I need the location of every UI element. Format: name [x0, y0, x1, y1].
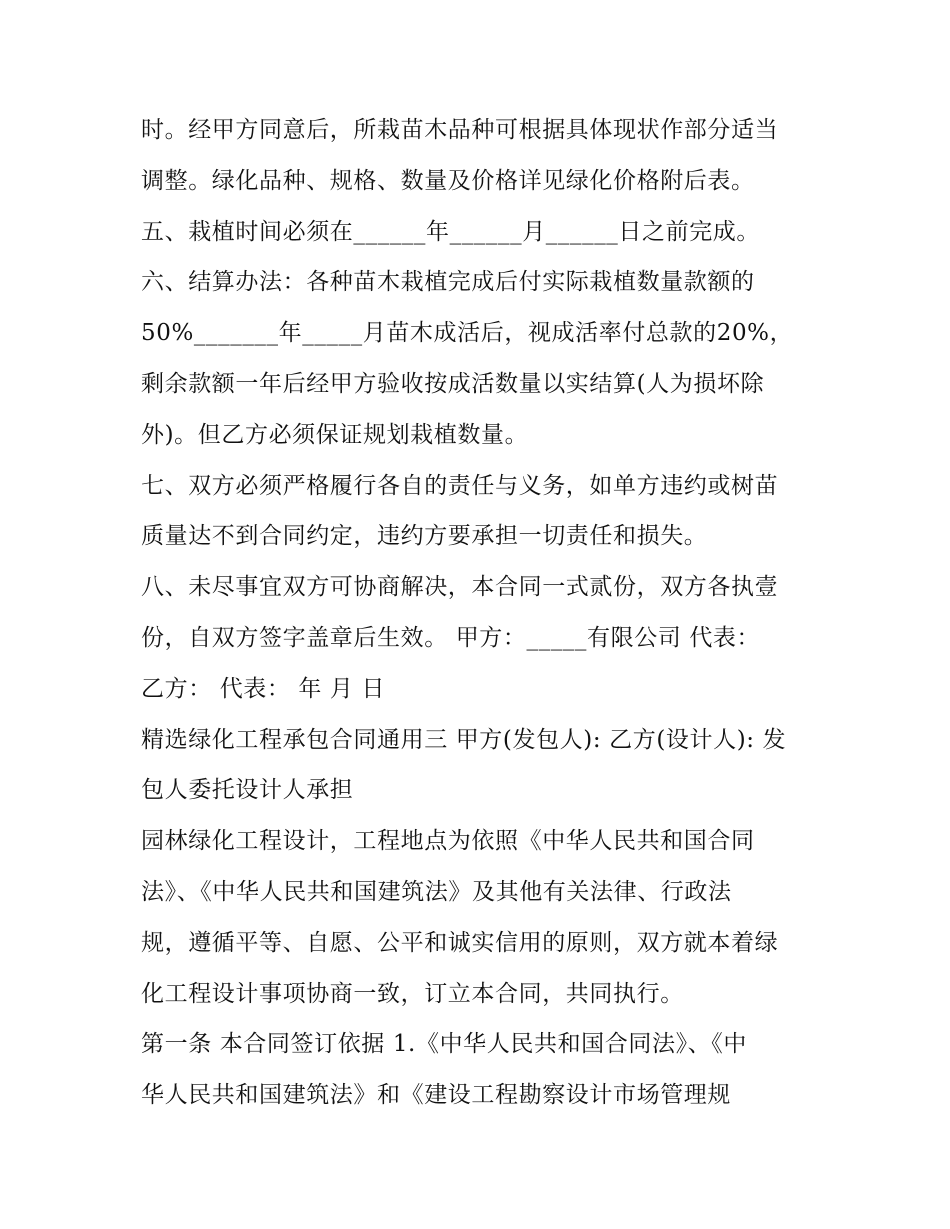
- party-a-signature-line: 份，自双方签字盖章后生效。 甲方：_____有限公司 代表：: [141, 624, 761, 651]
- clause-five-planting-deadline: 五、栽植时间必须在______年______月______日之前完成。: [141, 218, 760, 245]
- text-line: 时。经甲方同意后，所栽苗木品种可根据具体现状作部分适当: [141, 117, 779, 143]
- text-line: 质量达不到合同约定，违约方要承担一切责任和损失。: [141, 523, 708, 550]
- contract-text-body: [141, 105, 821, 1121]
- clause-eight-other-matters: 八、未尽事宜双方可协商解决，本合同一式贰份，双方各执壹: [141, 574, 779, 601]
- text-line: 法》、《中华人民共和国建筑法》及其他有关法律、行政法: [141, 878, 732, 905]
- text-line: 华人民共和国建筑法》和《建设工程勘察设计市场管理规: [141, 1082, 731, 1109]
- contract-three-heading: 精选绿化工程承包合同通用三 甲方(发包人): 乙方(设计人): 发: [141, 726, 787, 753]
- clause-seven-obligations: 七、双方必须严格履行各自的责任与义务，如单方违约或树苗: [141, 472, 779, 499]
- text-line: 园林绿化工程设计，工程地点为依照《中华人民共和国合同: [141, 828, 755, 855]
- text-line: 化工程设计事项协商一致，订立本合同，共同执行。: [141, 980, 684, 1007]
- clause-six-settlement: 六、结算办法：各种苗木栽植完成后付实际栽植数量款额的: [141, 269, 755, 296]
- text-line: 50%_______年_____月苗木成活后，视成活率付总款的20%，: [141, 320, 794, 347]
- text-line: 外)。但乙方必须保证规划栽植数量。: [141, 421, 529, 448]
- text-line: 剩余款额一年后经甲方验收按成活数量以实结算(人为损坏除: [141, 370, 765, 397]
- text-line: 包人委托设计人承担: [141, 777, 354, 804]
- article-one-basis: 第一条 本合同签订依据 1.《中华人民共和国合同法》、《中: [141, 1031, 747, 1058]
- text-line: 调整。绿化品种、规格、数量及价格详见绿化价格附后表。: [141, 167, 755, 194]
- text-line: 规，遵循平等、自愿、公平和诚实信用的原则，双方就本着绿: [141, 929, 779, 956]
- party-b-signature-line: 乙方： 代表： 年 月 日: [141, 675, 386, 702]
